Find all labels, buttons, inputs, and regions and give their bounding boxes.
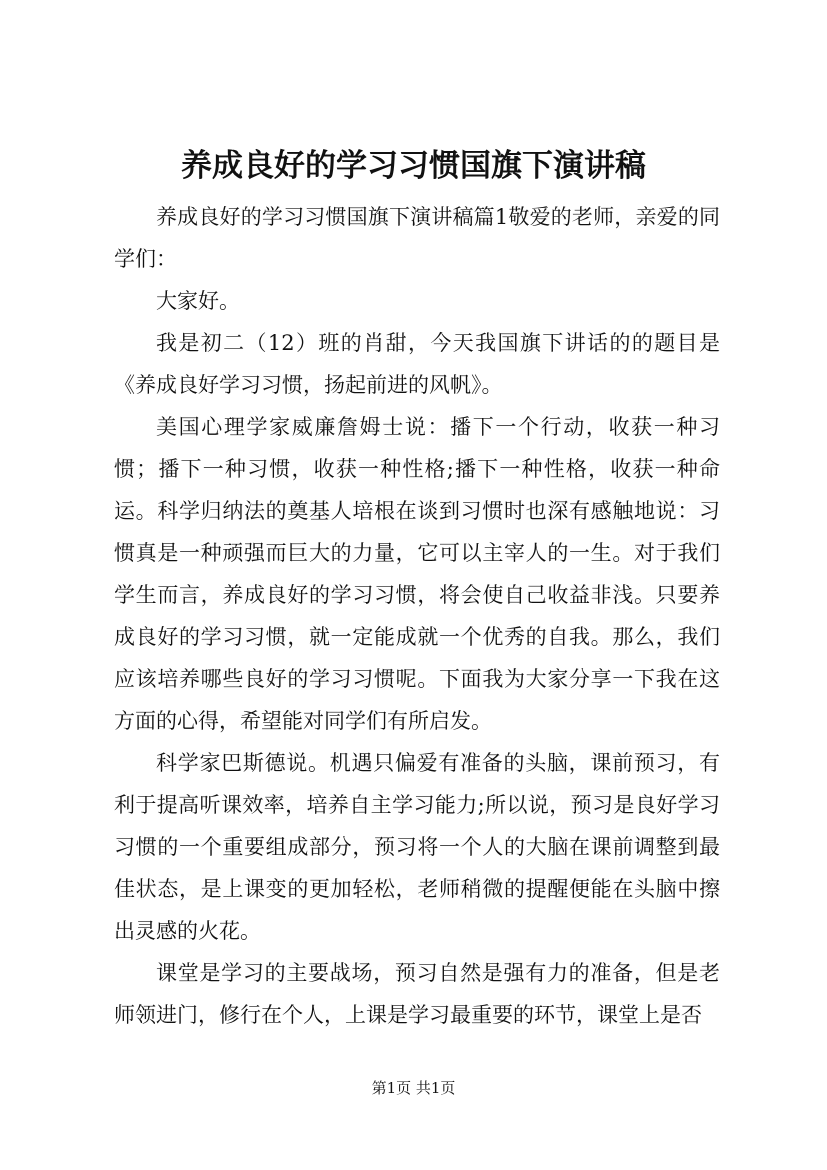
- document-body: [114, 196, 720, 1036]
- page-footer: 第1页 共1页: [371, 1079, 456, 1097]
- paragraph: 科学家巴斯德说。机遇只偏爱有准备的头脑，课前预习，有利于提高听课效率，培养自主学习能力;所以说，预习是良好学习习惯的一个重要组成部分，预习将一个人的大脑在课前调整到最佳状态，是上课变的更加轻松，老师稍微的提醒便能在头脑中擦出灵感的火花。: [114, 751, 720, 943]
- paragraph: 大家好。: [156, 289, 240, 313]
- paragraph: 美国心理学家威廉詹姆士说：播下一个行动，收获一种习惯；播下一种习惯，收获一种性格;播下一种性格，收获一种命运。科学归纳法的奠基人培根在谈到习惯时也深有感触地说：习惯真是一种顽强而巨大的力量，它可以主宰人的一生。对于我们学生而言，养成良好的学习习惯，将会使自己收益非浅。只要养成良好的学习习惯，就一定能成就一个优秀的自我。那么，我们应该培养哪些良好的学习习惯呢。下面我为大家分享一下我在这方面的心得，希望能对同学们有所启发。: [114, 415, 720, 733]
- document-title: 养成良好的学习习惯国旗下演讲稿: [181, 148, 646, 184]
- paragraph: 养成良好的学习习惯国旗下演讲稿篇1敬爱的老师，亲爱的同学们：: [114, 205, 720, 271]
- paragraph: 我是初二（12）班的肖甜，今天我国旗下讲话的的题目是《养成良好学习习惯，扬起前进的风帆》。: [114, 331, 720, 397]
- paragraph: 课堂是学习的主要战场，预习自然是强有力的准备，但是老师领进门，修行在个人，上课是学习最重要的环节，课堂上是否: [114, 961, 720, 1027]
